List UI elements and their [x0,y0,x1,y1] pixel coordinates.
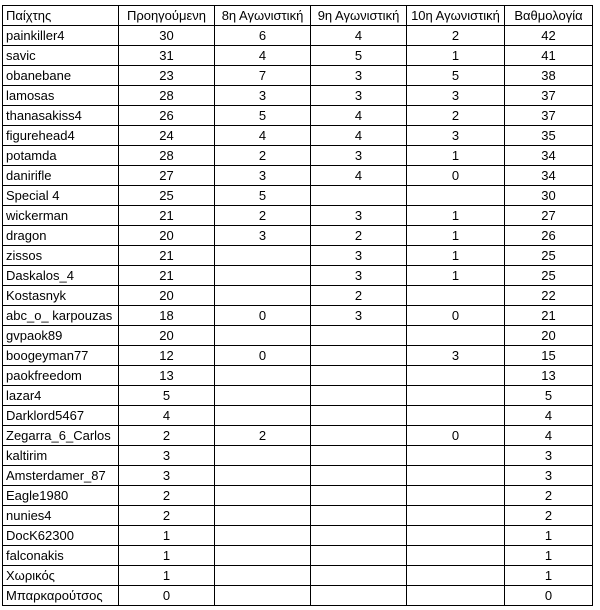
cell-round-8: 7 [215,66,311,86]
cell-previous: 25 [119,186,215,206]
cell-total: 1 [505,546,593,566]
cell-previous: 2 [119,506,215,526]
cell-round-8: 4 [215,46,311,66]
cell-round-8: 2 [215,206,311,226]
cell-round-10 [407,526,505,546]
cell-total: 13 [505,366,593,386]
cell-player: Zegarra_6_Carlos [3,426,119,446]
cell-previous: 30 [119,26,215,46]
table-row [3,186,593,206]
cell-round-9: 4 [311,166,407,186]
cell-round-10: 0 [407,306,505,326]
cell-previous: 20 [119,286,215,306]
table-row [3,426,593,446]
cell-round-10: 3 [407,126,505,146]
cell-round-9: 3 [311,146,407,166]
cell-round-10: 1 [407,206,505,226]
table-row [3,346,593,366]
cell-player: Daskalos_4 [3,266,119,286]
cell-total: 34 [505,146,593,166]
cell-round-10 [407,286,505,306]
cell-previous: 4 [119,406,215,426]
cell-round-9 [311,526,407,546]
cell-round-10 [407,186,505,206]
cell-player: danirifle [3,166,119,186]
cell-total: 4 [505,426,593,446]
table-row [3,146,593,166]
cell-total: 27 [505,206,593,226]
cell-total: 22 [505,286,593,306]
cell-player: DocK62300 [3,526,119,546]
cell-total: 37 [505,106,593,126]
table-row [3,386,593,406]
cell-previous: 1 [119,546,215,566]
cell-player: figurehead4 [3,126,119,146]
cell-round-8: 3 [215,86,311,106]
cell-round-9 [311,466,407,486]
table-row [3,46,593,66]
cell-total: 1 [505,526,593,546]
cell-round-9 [311,426,407,446]
cell-total: 41 [505,46,593,66]
cell-total: 38 [505,66,593,86]
cell-player: kaltirim [3,446,119,466]
cell-previous: 13 [119,366,215,386]
cell-previous: 1 [119,526,215,546]
cell-round-9: 3 [311,246,407,266]
cell-round-9 [311,386,407,406]
cell-previous: 20 [119,226,215,246]
cell-total: 34 [505,166,593,186]
table-row [3,246,593,266]
cell-player: Amsterdamer_87 [3,466,119,486]
cell-total: 35 [505,126,593,146]
cell-player: obanebane [3,66,119,86]
cell-round-10: 1 [407,46,505,66]
cell-round-9 [311,566,407,586]
cell-previous: 1 [119,566,215,586]
cell-player: Χωρικός [3,566,119,586]
cell-total: 4 [505,406,593,426]
cell-round-8: 2 [215,146,311,166]
cell-round-10: 2 [407,26,505,46]
cell-round-9: 4 [311,26,407,46]
cell-round-8 [215,386,311,406]
cell-round-9: 3 [311,86,407,106]
cell-player: Darklord5467 [3,406,119,426]
cell-round-9 [311,326,407,346]
table-row [3,466,593,486]
cell-round-8: 2 [215,426,311,446]
cell-previous: 21 [119,246,215,266]
cell-round-9: 3 [311,66,407,86]
cell-previous: 0 [119,586,215,606]
cell-player: Eagle1980 [3,486,119,506]
cell-player: wickerman [3,206,119,226]
cell-round-10 [407,506,505,526]
cell-round-8 [215,526,311,546]
cell-round-8 [215,546,311,566]
table-row [3,326,593,346]
cell-player: falconakis [3,546,119,566]
cell-round-9: 3 [311,206,407,226]
cell-total: 2 [505,506,593,526]
cell-round-8 [215,586,311,606]
header-round-9: 9η Αγωνιστική [311,6,407,26]
cell-round-8: 3 [215,166,311,186]
cell-round-8 [215,326,311,346]
standings-table [2,5,593,606]
cell-previous: 12 [119,346,215,366]
cell-round-8 [215,246,311,266]
cell-total: 25 [505,246,593,266]
cell-previous: 2 [119,426,215,446]
cell-total: 1 [505,566,593,586]
cell-round-9 [311,586,407,606]
cell-previous: 28 [119,146,215,166]
cell-round-8: 5 [215,106,311,126]
header-round-8: 8η Αγωνιστική [215,6,311,26]
cell-previous: 23 [119,66,215,86]
table-row [3,406,593,426]
table-row [3,266,593,286]
cell-previous: 26 [119,106,215,126]
cell-round-8: 3 [215,226,311,246]
cell-previous: 21 [119,206,215,226]
cell-round-8: 6 [215,26,311,46]
cell-previous: 3 [119,466,215,486]
cell-round-9 [311,506,407,526]
header-total: Βαθμολογία [505,6,593,26]
table-row [3,86,593,106]
table-row [3,106,593,126]
cell-round-9: 4 [311,106,407,126]
cell-round-9 [311,366,407,386]
cell-previous: 5 [119,386,215,406]
cell-round-10 [407,466,505,486]
cell-round-9 [311,546,407,566]
cell-player: thanasakiss4 [3,106,119,126]
cell-player: boogeyman77 [3,346,119,366]
cell-total: 30 [505,186,593,206]
cell-round-10: 3 [407,86,505,106]
cell-player: dragon [3,226,119,246]
cell-total: 20 [505,326,593,346]
cell-round-8 [215,366,311,386]
cell-previous: 3 [119,446,215,466]
cell-round-10: 1 [407,266,505,286]
cell-total: 15 [505,346,593,366]
cell-round-9 [311,446,407,466]
cell-player: Kostasnyk [3,286,119,306]
cell-player: abc_o_ karpouzas [3,306,119,326]
cell-player: paokfreedom [3,366,119,386]
cell-total: 0 [505,586,593,606]
table-body [3,26,593,606]
table-row [3,166,593,186]
cell-round-8 [215,286,311,306]
cell-total: 21 [505,306,593,326]
header-round-10: 10η Αγωνιστική [407,6,505,26]
table-row [3,226,593,246]
cell-player: lazar4 [3,386,119,406]
cell-round-9: 5 [311,46,407,66]
cell-round-10: 0 [407,426,505,446]
table-row [3,486,593,506]
header-row [3,6,593,26]
cell-round-9: 2 [311,226,407,246]
table-row [3,586,593,606]
cell-round-10: 5 [407,66,505,86]
cell-previous: 27 [119,166,215,186]
cell-round-8 [215,506,311,526]
header-previous: Προηγούμενη [119,6,215,26]
cell-round-9 [311,186,407,206]
cell-round-9: 2 [311,286,407,306]
cell-round-10: 1 [407,226,505,246]
table-row [3,506,593,526]
cell-round-8 [215,486,311,506]
cell-round-8: 0 [215,306,311,326]
cell-round-10 [407,446,505,466]
table-row [3,26,593,46]
cell-round-9 [311,406,407,426]
cell-round-9 [311,486,407,506]
cell-round-10: 3 [407,346,505,366]
cell-previous: 31 [119,46,215,66]
cell-player: painkiller4 [3,26,119,46]
cell-player: potamda [3,146,119,166]
cell-round-8 [215,446,311,466]
cell-player: lamosas [3,86,119,106]
cell-player: zissos [3,246,119,266]
cell-round-8: 5 [215,186,311,206]
table-row [3,206,593,226]
cell-round-10: 1 [407,146,505,166]
cell-round-9: 4 [311,126,407,146]
table-row [3,126,593,146]
cell-round-10 [407,366,505,386]
cell-round-8: 4 [215,126,311,146]
table-row [3,566,593,586]
table-row [3,366,593,386]
cell-previous: 20 [119,326,215,346]
cell-round-9: 3 [311,266,407,286]
cell-round-10 [407,546,505,566]
cell-total: 5 [505,386,593,406]
cell-total: 37 [505,86,593,106]
table-row [3,66,593,86]
cell-round-10: 0 [407,166,505,186]
cell-previous: 21 [119,266,215,286]
cell-previous: 24 [119,126,215,146]
cell-round-10 [407,566,505,586]
cell-total: 26 [505,226,593,246]
table-row [3,306,593,326]
cell-round-10: 1 [407,246,505,266]
cell-previous: 28 [119,86,215,106]
cell-round-10 [407,586,505,606]
cell-round-10 [407,486,505,506]
cell-player: nunies4 [3,506,119,526]
cell-player: gvpaok89 [3,326,119,346]
cell-total: 25 [505,266,593,286]
cell-previous: 18 [119,306,215,326]
cell-player: Μπαρκαρούτσος [3,586,119,606]
table-row [3,526,593,546]
table-row [3,286,593,306]
cell-round-8: 0 [215,346,311,366]
table-row [3,446,593,466]
cell-round-9: 3 [311,306,407,326]
cell-round-8 [215,266,311,286]
cell-total: 2 [505,486,593,506]
cell-player: savic [3,46,119,66]
cell-total: 3 [505,466,593,486]
cell-player: Special 4 [3,186,119,206]
cell-round-8 [215,566,311,586]
cell-round-9 [311,346,407,366]
cell-total: 42 [505,26,593,46]
cell-total: 3 [505,446,593,466]
cell-round-10 [407,386,505,406]
cell-round-10 [407,326,505,346]
cell-round-10 [407,406,505,426]
cell-previous: 2 [119,486,215,506]
cell-round-10: 2 [407,106,505,126]
table-row [3,546,593,566]
cell-round-8 [215,406,311,426]
cell-round-8 [215,466,311,486]
header-player: Παίχτης [3,6,119,26]
